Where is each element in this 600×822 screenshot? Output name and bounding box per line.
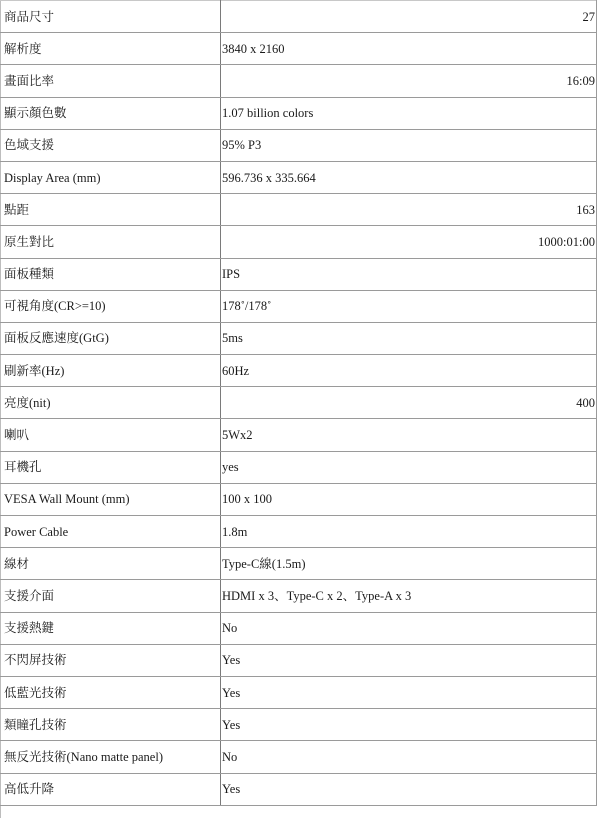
spec-row [0,355,597,387]
spec-label: 線材 [0,548,221,580]
spec-label: 刷新率(Hz) [0,355,221,387]
spec-label: 顯示顏色數 [0,97,221,129]
spec-label: 支援介面 [0,580,221,612]
spec-row [0,65,597,97]
spec-row [0,258,597,290]
spec-label: 亮度(nit) [0,387,221,419]
spec-table-body [0,1,597,806]
spec-label: 支援熱鍵 [0,612,221,644]
spec-value: 400 [221,387,597,419]
spec-value: 1000:01:00 [221,226,597,258]
spec-label: 商品尺寸 [0,1,221,33]
spec-row [0,580,597,612]
spec-label: 原生對比 [0,226,221,258]
spec-label: 可視角度(CR>=10) [0,290,221,322]
spec-row [0,387,597,419]
spec-label: 高低升降 [0,773,221,805]
spec-row [0,548,597,580]
spec-value: Yes [221,773,597,805]
spec-value: No [221,741,597,773]
spec-row [0,194,597,226]
spec-value: 5ms [221,322,597,354]
spec-value: yes [221,451,597,483]
spec-label: 類瞳孔技術 [0,709,221,741]
spec-label: Power Cable [0,516,221,548]
spec-row [0,612,597,644]
spec-row [0,97,597,129]
spec-value: 596.736 x 335.664 [221,161,597,193]
spec-label: Display Area (mm) [0,161,221,193]
spec-value: Yes [221,644,597,676]
spec-value: 100 x 100 [221,483,597,515]
spec-value: 16:09 [221,65,597,97]
spec-value: 5Wx2 [221,419,597,451]
spec-value: HDMI x 3、Type-C x 2、Type-A x 3 [221,580,597,612]
spec-value: Yes [221,676,597,708]
spec-label: 解析度 [0,33,221,65]
spec-label: 色域支援 [0,129,221,161]
spec-value: No [221,612,597,644]
spec-value: 60Hz [221,355,597,387]
spec-row [0,290,597,322]
spec-row [0,419,597,451]
spec-row [0,161,597,193]
spec-value: Yes [221,709,597,741]
spec-value: 163 [221,194,597,226]
spec-row [0,516,597,548]
spec-row [0,129,597,161]
spec-row [0,741,597,773]
spec-row [0,676,597,708]
spec-row [0,322,597,354]
spec-value: 27 [221,1,597,33]
spec-label: 點距 [0,194,221,226]
spec-label: 面板種類 [0,258,221,290]
spec-label: 不閃屏技術 [0,644,221,676]
spec-label: 面板反應速度(GtG) [0,322,221,354]
spec-value: 178˚/178˚ [221,290,597,322]
spec-value: 1.8m [221,516,597,548]
spec-row [0,644,597,676]
spec-value: Type-C線(1.5m) [221,548,597,580]
spec-label: 耳機孔 [0,451,221,483]
spec-row [0,1,597,33]
spec-label: 無反光技術(Nano matte panel) [0,741,221,773]
spec-value: IPS [221,258,597,290]
spec-row [0,451,597,483]
spec-label: 喇叭 [0,419,221,451]
spec-label: VESA Wall Mount (mm) [0,483,221,515]
spec-row [0,709,597,741]
spec-row [0,483,597,515]
spec-value: 3840 x 2160 [221,33,597,65]
spec-row [0,33,597,65]
spec-label: 畫面比率 [0,65,221,97]
spec-row [0,226,597,258]
spec-value: 95% P3 [221,129,597,161]
spec-value: 1.07 billion colors [221,97,597,129]
spec-row [0,773,597,805]
spec-label: 低藍光技術 [0,676,221,708]
